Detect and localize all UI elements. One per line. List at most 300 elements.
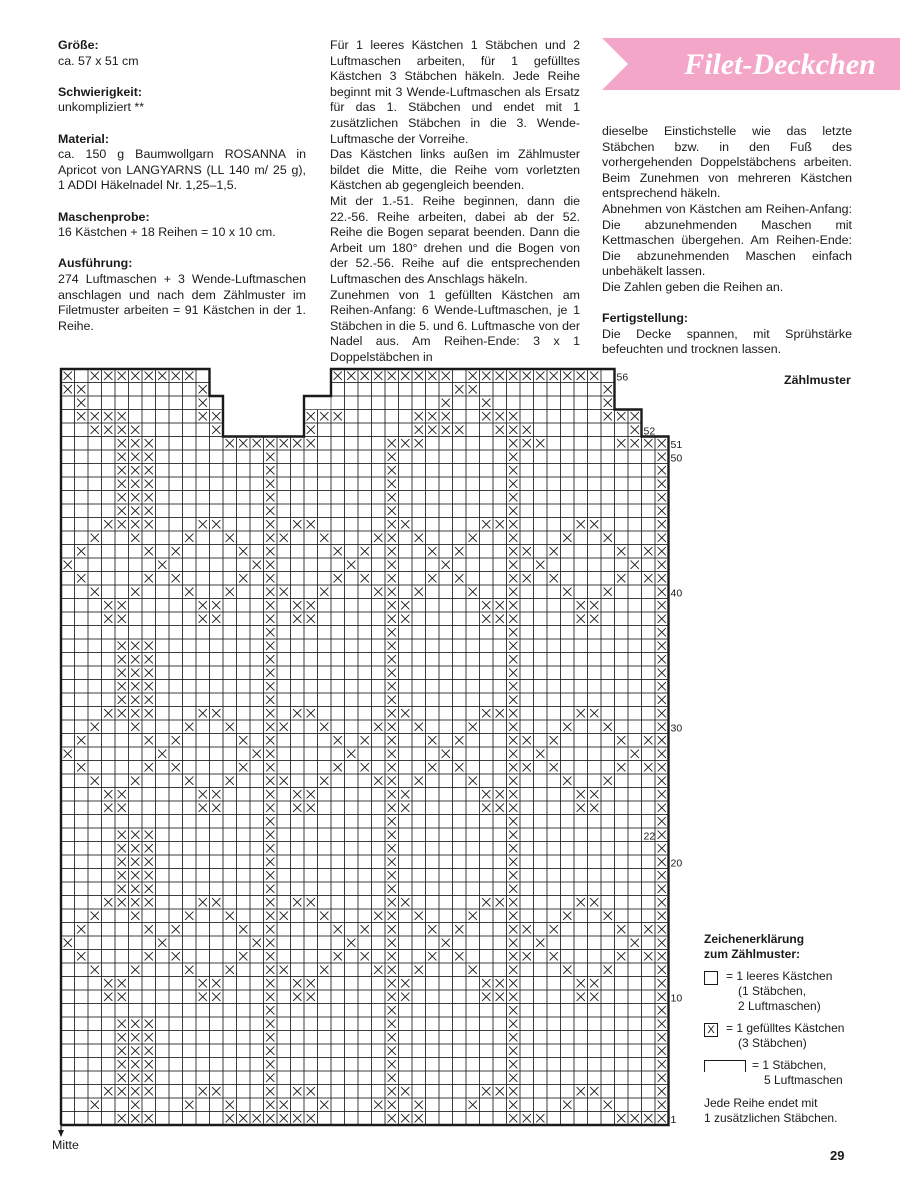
grid-cell bbox=[142, 720, 156, 734]
grid-cell bbox=[210, 477, 224, 491]
grid-cell bbox=[142, 410, 156, 424]
grid-cell bbox=[223, 882, 237, 896]
filled-cell-x bbox=[442, 750, 450, 758]
grid-cell bbox=[223, 1085, 237, 1099]
filled-cell-x bbox=[226, 777, 234, 785]
filled-cell-x bbox=[604, 534, 612, 542]
grid-cell bbox=[304, 1031, 318, 1045]
grid-cell bbox=[480, 464, 494, 478]
grid-cell bbox=[588, 1017, 602, 1031]
grid-cell bbox=[223, 815, 237, 829]
grid-cell bbox=[439, 504, 453, 518]
filled-cell-x bbox=[118, 493, 126, 501]
filled-cell-x bbox=[509, 372, 517, 380]
filled-cell-x bbox=[590, 993, 598, 1001]
grid-cell bbox=[615, 774, 629, 788]
grid-cell bbox=[237, 693, 251, 707]
grid-cell bbox=[399, 558, 413, 572]
grid-cell bbox=[115, 1098, 129, 1112]
grid-cell bbox=[223, 545, 237, 559]
grid-cell bbox=[102, 747, 116, 761]
grid-cell bbox=[75, 1004, 89, 1018]
filled-cell-x bbox=[226, 912, 234, 920]
grid-cell bbox=[291, 626, 305, 640]
grid-cell bbox=[250, 680, 264, 694]
grid-cell bbox=[237, 1031, 251, 1045]
grid-cell bbox=[61, 612, 75, 626]
grid-cell bbox=[615, 707, 629, 721]
grid-cell bbox=[183, 788, 197, 802]
filled-cell-x bbox=[293, 520, 301, 528]
grid-cell bbox=[75, 491, 89, 505]
filled-cell-x bbox=[266, 588, 274, 596]
filled-cell-x bbox=[523, 547, 531, 555]
legend-empty-line-3: 2 Luftmaschen) bbox=[738, 999, 821, 1013]
grid-cell bbox=[156, 450, 170, 464]
grid-cell bbox=[61, 707, 75, 721]
filled-cell-x bbox=[131, 493, 139, 501]
grid-cell bbox=[493, 1017, 507, 1031]
grid-cell bbox=[142, 1004, 156, 1018]
grid-cell bbox=[561, 666, 575, 680]
grid-cell bbox=[466, 1058, 480, 1072]
grid-cell bbox=[223, 491, 237, 505]
filled-cell-x bbox=[590, 709, 598, 717]
grid-cell bbox=[304, 1098, 318, 1112]
col2-paragraph-1: Für 1 leeres Kästchen 1 Stäbchen und 2 Luftmaschen arbeiten, für 1 gefülltes Kästchen 3 Stäbchen häkeln. Jede Reihe beginnt mit 3 Wende-Luftmaschen als Ersatz für das 1. Stäbchen und endet mit 1 zusätzlichen Stäbchen in die 3. Wende-Luftmasche der Vorreihe. bbox=[330, 38, 580, 146]
filled-cell-x bbox=[509, 628, 517, 636]
grid-cell bbox=[547, 1058, 561, 1072]
grid-cell bbox=[453, 869, 467, 883]
grid-cell bbox=[75, 437, 89, 451]
grid-cell bbox=[574, 869, 588, 883]
grid-cell bbox=[520, 747, 534, 761]
grid-cell bbox=[210, 923, 224, 937]
grid-cell bbox=[61, 815, 75, 829]
grid-cell bbox=[399, 531, 413, 545]
grid-cell bbox=[601, 464, 615, 478]
grid-cell bbox=[88, 437, 102, 451]
filled-cell-x bbox=[118, 1114, 126, 1122]
grid-cell bbox=[169, 531, 183, 545]
filled-cell-x bbox=[590, 804, 598, 812]
grid-cell bbox=[61, 396, 75, 410]
grid-cell bbox=[304, 653, 318, 667]
grid-cell bbox=[372, 653, 386, 667]
grid-cell bbox=[534, 639, 548, 653]
filled-cell-x bbox=[604, 912, 612, 920]
grid-cell bbox=[304, 558, 318, 572]
grid-cell bbox=[466, 504, 480, 518]
grid-cell bbox=[277, 1071, 291, 1085]
grid-cell bbox=[453, 774, 467, 788]
grid-cell bbox=[196, 774, 210, 788]
filled-cell-x bbox=[658, 790, 666, 798]
filled-cell-x bbox=[388, 1020, 396, 1028]
grid-cell bbox=[183, 545, 197, 559]
filled-cell-x bbox=[644, 1114, 652, 1122]
grid-cell bbox=[156, 680, 170, 694]
grid-cell bbox=[345, 1058, 359, 1072]
grid-cell bbox=[399, 585, 413, 599]
grid-cell bbox=[480, 680, 494, 694]
grid-cell bbox=[318, 491, 332, 505]
grid-cell bbox=[88, 1044, 102, 1058]
filled-cell-x bbox=[509, 1074, 517, 1082]
grid-cell bbox=[237, 788, 251, 802]
grid-cell bbox=[426, 666, 440, 680]
grid-cell bbox=[156, 909, 170, 923]
grid-cell bbox=[75, 842, 89, 856]
filled-cell-x bbox=[266, 925, 274, 933]
grid-cell bbox=[88, 545, 102, 559]
grid-cell bbox=[75, 815, 89, 829]
filled-cell-x bbox=[658, 615, 666, 623]
grid-cell bbox=[61, 1071, 75, 1085]
grid-cell bbox=[588, 1031, 602, 1045]
filled-cell-x bbox=[658, 1101, 666, 1109]
grid-cell bbox=[439, 531, 453, 545]
grid-cell bbox=[331, 707, 345, 721]
grid-cell bbox=[588, 882, 602, 896]
grid-cell bbox=[318, 1004, 332, 1018]
grid-cell bbox=[453, 747, 467, 761]
grid-cell bbox=[466, 747, 480, 761]
grid-cell bbox=[561, 761, 575, 775]
grid-cell bbox=[628, 828, 642, 842]
grid-cell bbox=[196, 882, 210, 896]
grid-cell bbox=[210, 774, 224, 788]
filled-cell-x bbox=[415, 372, 423, 380]
grid-cell bbox=[210, 572, 224, 586]
filled-cell-x bbox=[482, 898, 490, 906]
grid-cell bbox=[277, 558, 291, 572]
grid-cell bbox=[88, 1017, 102, 1031]
filled-cell-x bbox=[388, 574, 396, 582]
grid-cell bbox=[210, 1098, 224, 1112]
grid-cell bbox=[129, 626, 143, 640]
grid-cell bbox=[615, 491, 629, 505]
grid-cell bbox=[615, 869, 629, 883]
filled-cell-x bbox=[415, 1114, 423, 1122]
grid-cell bbox=[628, 1017, 642, 1031]
filled-cell-x bbox=[266, 480, 274, 488]
grid-cell bbox=[426, 882, 440, 896]
grid-cell bbox=[196, 666, 210, 680]
grid-cell bbox=[642, 788, 656, 802]
filled-cell-x bbox=[388, 439, 396, 447]
filled-cell-x bbox=[550, 763, 558, 771]
grid-cell bbox=[250, 1031, 264, 1045]
filled-cell-x bbox=[118, 412, 126, 420]
grid-cell bbox=[237, 1058, 251, 1072]
grid-cell bbox=[574, 1058, 588, 1072]
grid-cell bbox=[210, 828, 224, 842]
grid-cell bbox=[250, 707, 264, 721]
grid-cell bbox=[210, 464, 224, 478]
filled-cell-x bbox=[455, 952, 463, 960]
grid-cell bbox=[196, 1098, 210, 1112]
grid-cell bbox=[331, 977, 345, 991]
filled-cell-x bbox=[266, 669, 274, 677]
grid-cell bbox=[399, 491, 413, 505]
grid-cell bbox=[358, 747, 372, 761]
grid-cell bbox=[642, 869, 656, 883]
grid-cell bbox=[480, 1031, 494, 1045]
grid-cell bbox=[399, 545, 413, 559]
grid-cell bbox=[439, 437, 453, 451]
grid-cell bbox=[534, 450, 548, 464]
grid-cell bbox=[453, 666, 467, 680]
legend-bar bbox=[704, 1058, 894, 1088]
grid-cell bbox=[520, 963, 534, 977]
filled-cell-x bbox=[145, 885, 153, 893]
filled-cell-x bbox=[658, 817, 666, 825]
filled-cell-x bbox=[509, 1033, 517, 1041]
filled-cell-x bbox=[145, 1060, 153, 1068]
grid-cell bbox=[547, 1098, 561, 1112]
grid-cell bbox=[615, 531, 629, 545]
filled-cell-x bbox=[266, 453, 274, 461]
grid-cell bbox=[210, 1112, 224, 1126]
grid-cell bbox=[453, 558, 467, 572]
filled-cell-x bbox=[118, 858, 126, 866]
filled-cell-x bbox=[658, 898, 666, 906]
grid-cell bbox=[88, 477, 102, 491]
grid-cell bbox=[169, 599, 183, 613]
grid-cell bbox=[210, 450, 224, 464]
grid-cell bbox=[223, 518, 237, 532]
grid-cell bbox=[304, 680, 318, 694]
filled-cell-x bbox=[550, 574, 558, 582]
filled-cell-x bbox=[401, 615, 409, 623]
grid-cell bbox=[493, 815, 507, 829]
filled-cell-x bbox=[496, 426, 504, 434]
grid-cell bbox=[291, 774, 305, 788]
filled-cell-x bbox=[644, 547, 652, 555]
grid-cell bbox=[412, 504, 426, 518]
grid-cell bbox=[277, 815, 291, 829]
grid-cell bbox=[574, 626, 588, 640]
grid-cell bbox=[399, 626, 413, 640]
grid-cell bbox=[88, 977, 102, 991]
grid-cell bbox=[534, 585, 548, 599]
filled-cell-x bbox=[509, 1047, 517, 1055]
filled-cell-x bbox=[266, 642, 274, 650]
grid-cell bbox=[480, 828, 494, 842]
grid-cell bbox=[547, 680, 561, 694]
grid-cell bbox=[318, 1031, 332, 1045]
filled-cell-x bbox=[293, 804, 301, 812]
filled-cell-x bbox=[482, 399, 490, 407]
grid-cell bbox=[520, 693, 534, 707]
grid-cell bbox=[183, 464, 197, 478]
grid-cell bbox=[331, 1044, 345, 1058]
grid-cell bbox=[318, 1112, 332, 1126]
grid-cell bbox=[399, 383, 413, 397]
filled-cell-x bbox=[401, 709, 409, 717]
grid-cell bbox=[345, 909, 359, 923]
grid-cell bbox=[331, 666, 345, 680]
filled-cell-x bbox=[131, 1101, 139, 1109]
grid-cell bbox=[534, 882, 548, 896]
grid-cell bbox=[520, 518, 534, 532]
grid-cell bbox=[480, 693, 494, 707]
grid-cell bbox=[628, 518, 642, 532]
grid-cell bbox=[439, 707, 453, 721]
filled-cell-x bbox=[145, 844, 153, 852]
grid-cell bbox=[466, 855, 480, 869]
grid-cell bbox=[156, 734, 170, 748]
grid-cell bbox=[115, 923, 129, 937]
grid-cell bbox=[412, 977, 426, 991]
grid-cell bbox=[561, 491, 575, 505]
filled-cell-x bbox=[131, 534, 139, 542]
filled-cell-x bbox=[131, 1074, 139, 1082]
grid-cell bbox=[183, 410, 197, 424]
grid-cell bbox=[466, 626, 480, 640]
filled-cell-x bbox=[590, 1087, 598, 1095]
filled-cell-x bbox=[239, 736, 247, 744]
filled-cell-x bbox=[658, 912, 666, 920]
grid-cell bbox=[412, 950, 426, 964]
grid-cell bbox=[628, 950, 642, 964]
grid-cell bbox=[466, 612, 480, 626]
filled-cell-x bbox=[118, 979, 126, 987]
filled-cell-x bbox=[64, 939, 72, 947]
filled-cell-x bbox=[131, 966, 139, 974]
grid-cell bbox=[628, 977, 642, 991]
filled-cell-x bbox=[658, 534, 666, 542]
filled-cell-x bbox=[482, 412, 490, 420]
grid-cell bbox=[318, 990, 332, 1004]
grid-cell bbox=[439, 666, 453, 680]
grid-cell bbox=[237, 1071, 251, 1085]
filled-cell-x bbox=[307, 993, 315, 1001]
grid-cell bbox=[372, 1031, 386, 1045]
filled-cell-x bbox=[496, 898, 504, 906]
filled-cell-x bbox=[509, 642, 517, 650]
grid-cell bbox=[75, 1071, 89, 1085]
grid-cell bbox=[318, 734, 332, 748]
grid-cell bbox=[223, 950, 237, 964]
filled-cell-x bbox=[509, 453, 517, 461]
grid-cell bbox=[372, 950, 386, 964]
grid-cell bbox=[426, 693, 440, 707]
grid-cell bbox=[358, 882, 372, 896]
filled-cell-x bbox=[415, 1101, 423, 1109]
filled-cell-x bbox=[509, 750, 517, 758]
grid-cell bbox=[102, 963, 116, 977]
grid-cell bbox=[291, 693, 305, 707]
grid-cell bbox=[588, 491, 602, 505]
grid-cell bbox=[480, 423, 494, 437]
filled-cell-x bbox=[509, 493, 517, 501]
filled-cell-x bbox=[617, 952, 625, 960]
grid-cell bbox=[615, 626, 629, 640]
grid-cell bbox=[642, 585, 656, 599]
filled-cell-x bbox=[631, 1114, 639, 1122]
grid-cell bbox=[304, 1071, 318, 1085]
grid-cell bbox=[88, 707, 102, 721]
grid-cell bbox=[250, 491, 264, 505]
filled-cell-x bbox=[604, 588, 612, 596]
grid-cell bbox=[196, 558, 210, 572]
filled-cell-x bbox=[145, 574, 153, 582]
grid-cell bbox=[453, 1004, 467, 1018]
filled-cell-x bbox=[523, 439, 531, 447]
filled-cell-x bbox=[239, 547, 247, 555]
grid-cell bbox=[102, 1031, 116, 1045]
grid-cell bbox=[183, 977, 197, 991]
grid-cell bbox=[277, 450, 291, 464]
filled-cell-x bbox=[145, 898, 153, 906]
grid-cell bbox=[183, 1031, 197, 1045]
grid-cell bbox=[547, 1017, 561, 1031]
filled-cell-x bbox=[509, 1101, 517, 1109]
grid-cell bbox=[601, 788, 615, 802]
grid-cell bbox=[277, 639, 291, 653]
grid-cell bbox=[372, 518, 386, 532]
grid-cell bbox=[426, 963, 440, 977]
filled-cell-x bbox=[536, 750, 544, 758]
grid-cell bbox=[358, 464, 372, 478]
filled-cell-x bbox=[118, 1033, 126, 1041]
grid-cell bbox=[345, 518, 359, 532]
chart-label: Zählmuster bbox=[784, 373, 851, 387]
difficulty-label: Schwierigkeit: bbox=[58, 84, 143, 99]
grid-cell bbox=[642, 504, 656, 518]
grid-cell bbox=[628, 923, 642, 937]
grid-cell bbox=[480, 585, 494, 599]
grid-cell bbox=[183, 1044, 197, 1058]
grid-cell bbox=[102, 909, 116, 923]
grid-cell bbox=[210, 761, 224, 775]
grid-cell bbox=[372, 1085, 386, 1099]
filled-cell-x bbox=[550, 925, 558, 933]
grid-cell bbox=[399, 639, 413, 653]
grid-cell bbox=[534, 680, 548, 694]
grid-cell bbox=[88, 396, 102, 410]
grid-cell bbox=[399, 828, 413, 842]
filled-cell-x bbox=[509, 547, 517, 555]
grid-cell bbox=[588, 1044, 602, 1058]
grid-cell bbox=[615, 585, 629, 599]
grid-cell bbox=[331, 639, 345, 653]
filled-cell-x bbox=[131, 898, 139, 906]
grid-cell bbox=[642, 626, 656, 640]
grid-cell bbox=[574, 693, 588, 707]
grid-cell bbox=[588, 936, 602, 950]
grid-cell bbox=[588, 464, 602, 478]
grid-cell bbox=[75, 450, 89, 464]
grid-cell bbox=[75, 1044, 89, 1058]
filled-cell-x bbox=[199, 993, 207, 1001]
grid-cell bbox=[453, 909, 467, 923]
grid-cell bbox=[439, 464, 453, 478]
grid-cell bbox=[237, 666, 251, 680]
grid-cell bbox=[345, 882, 359, 896]
grid-cell bbox=[169, 504, 183, 518]
filled-cell-x bbox=[469, 966, 477, 974]
grid-cell bbox=[466, 693, 480, 707]
grid-cell bbox=[601, 869, 615, 883]
grid-cell bbox=[574, 423, 588, 437]
grid-cell bbox=[331, 693, 345, 707]
grid-cell bbox=[453, 1085, 467, 1099]
filled-cell-x bbox=[320, 588, 328, 596]
grid-cell bbox=[520, 1071, 534, 1085]
